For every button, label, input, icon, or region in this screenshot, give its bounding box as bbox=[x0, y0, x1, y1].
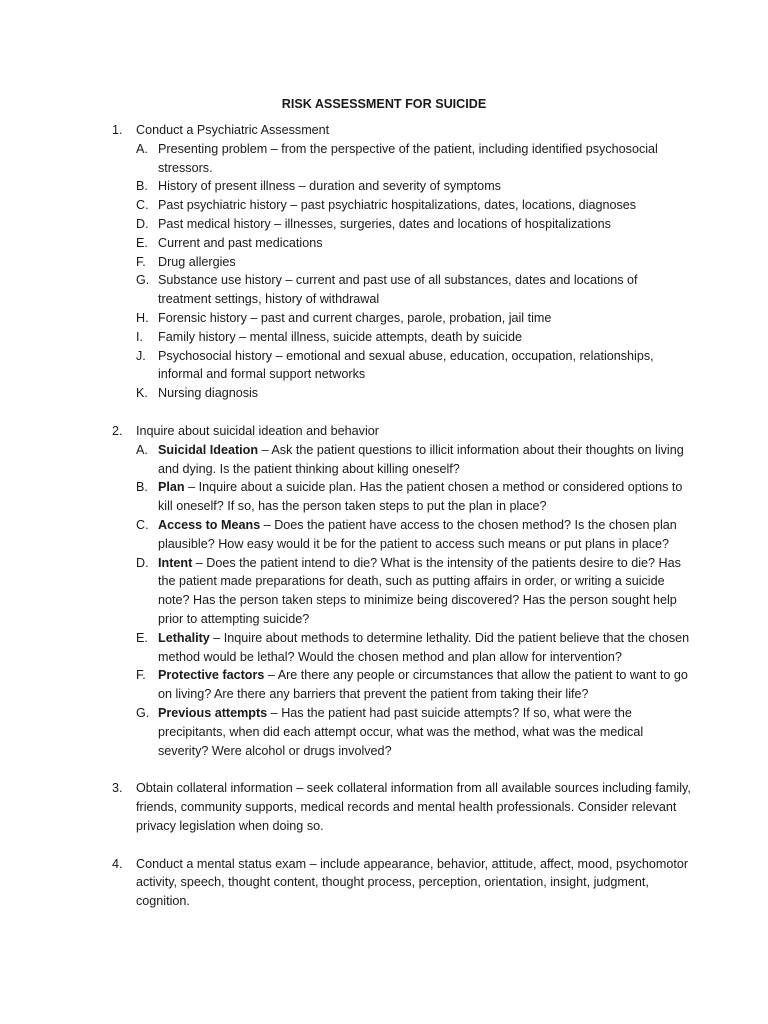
item-letter: F. bbox=[136, 254, 146, 269]
item-text: – Inquire about a suicide plan. Has the patient chosen a method or considered options to kill oneself? If so, has the person taken steps to put the plan in place? bbox=[158, 480, 683, 514]
item-text: History of present illness – duration and severity of symptoms bbox=[158, 179, 501, 194]
item-letter: K. bbox=[136, 386, 148, 401]
item-letter: J. bbox=[136, 348, 146, 363]
item-text: Past medical history – illnesses, surgeries, dates and locations of hospitalizations bbox=[158, 216, 611, 231]
item-letter: A. bbox=[136, 141, 148, 156]
list-item bbox=[136, 309, 692, 328]
item-term: Protective factors bbox=[158, 668, 265, 683]
item-term: Suicidal Ideation bbox=[158, 442, 259, 457]
section-number: 1. bbox=[112, 123, 123, 137]
section-heading: Conduct a Psychiatric Assessment bbox=[136, 123, 330, 137]
item-letter: E. bbox=[136, 235, 148, 250]
item-letter: G. bbox=[136, 273, 150, 288]
section-2 bbox=[112, 422, 692, 760]
section-heading: Conduct a mental status exam – include appearance, behavior, attitude, affect, mood, psychomotor activity, speech, thought content, thought process, perception, orientation, insight, judgment, cognition. bbox=[136, 856, 689, 909]
sub-list bbox=[136, 441, 692, 761]
item-term: Access to Means bbox=[158, 517, 261, 532]
item-text: – Inquire about methods to determine lethality. Did the patient believe that the chosen method would be lethal? Would the chosen method and plan allow for intervention? bbox=[158, 630, 690, 664]
item-text: – Ask the patient questions to illicit information about their thoughts on living and dying. Is the patient thinking about killing oneself? bbox=[158, 442, 684, 476]
section-heading: Inquire about suicidal ideation and behavior bbox=[136, 423, 379, 438]
list-item bbox=[136, 478, 692, 516]
list-item bbox=[136, 234, 692, 253]
section-number: 2. bbox=[112, 423, 123, 438]
item-letter: I. bbox=[136, 329, 143, 344]
list-item bbox=[136, 384, 692, 403]
item-text: Family history – mental illness, suicide attempts, death by suicide bbox=[158, 329, 522, 344]
item-term: Plan bbox=[158, 480, 185, 495]
list-item bbox=[136, 629, 692, 667]
document-title: RISK ASSESSMENT FOR SUICIDE bbox=[281, 97, 487, 111]
item-letter: D. bbox=[136, 555, 149, 570]
list-item bbox=[136, 253, 692, 272]
document-body bbox=[112, 121, 692, 930]
item-text: Drug allergies bbox=[158, 254, 236, 269]
item-letter: B. bbox=[136, 179, 148, 194]
section-number: 3. bbox=[112, 781, 123, 796]
section-3 bbox=[112, 779, 692, 835]
item-term: Intent bbox=[158, 555, 193, 570]
item-letter: H. bbox=[136, 310, 149, 325]
item-letter: A. bbox=[136, 442, 148, 457]
list-item bbox=[136, 140, 692, 178]
list-item bbox=[136, 215, 692, 234]
item-text: Nursing diagnosis bbox=[158, 386, 259, 401]
section-heading: Obtain collateral information – seek collateral information from all available sources including family, friends, community supports, medical records and mental health professionals. Consider relevant privacy legislation when doing so. bbox=[136, 781, 691, 833]
list-item bbox=[136, 347, 692, 385]
item-letter: C. bbox=[136, 517, 149, 532]
section-number: 4. bbox=[112, 856, 123, 871]
item-term: Lethality bbox=[158, 630, 210, 645]
list-item bbox=[136, 666, 692, 704]
item-letter: D. bbox=[136, 216, 149, 231]
list-item bbox=[136, 271, 692, 309]
item-text: – Does the patient intend to die? What is the intensity of the patients desire to die? Has the patient made preparations for death, such as putting affairs in order, or writing a suicide note? Has the person taken steps to minimize being discovered? Has the person sought help prior to attempting suicide? bbox=[158, 555, 681, 626]
item-text: – Are there any people or circumstances that allow the patient to want to go on living? Are there any barriers that prevent the patient from taking their life? bbox=[158, 668, 688, 702]
item-letter: F. bbox=[136, 668, 146, 683]
item-letter: B. bbox=[136, 480, 148, 495]
item-text: Forensic history – past and current charges, parole, probation, jail time bbox=[158, 310, 552, 325]
list-item bbox=[136, 196, 692, 215]
section-1 bbox=[112, 121, 692, 403]
item-text: – Does the patient have access to the chosen method? Is the chosen plan plausible? How easy would it be for the patient to access such means or put plans in place? bbox=[158, 517, 677, 551]
list-item bbox=[136, 554, 692, 629]
list-item bbox=[136, 516, 692, 554]
sub-list bbox=[136, 140, 692, 403]
item-text: Past psychiatric history – past psychiatric hospitalizations, dates, locations, diagnoses bbox=[158, 198, 637, 213]
item-text: Substance use history – current and past use of all substances, dates and locations of treatment settings, history of withdrawal bbox=[158, 273, 638, 307]
list-item bbox=[136, 441, 692, 479]
item-text: Psychosocial history – emotional and sexual abuse, education, occupation, relationships, informal and formal support networks bbox=[158, 348, 654, 382]
item-letter: G. bbox=[136, 705, 150, 720]
item-term: Previous attempts bbox=[158, 705, 268, 720]
item-letter: E. bbox=[136, 630, 148, 645]
list-item bbox=[136, 177, 692, 196]
section-4 bbox=[112, 855, 692, 911]
list-item bbox=[136, 328, 692, 347]
item-letter: C. bbox=[136, 198, 149, 213]
list-item bbox=[136, 704, 692, 760]
item-text: – Has the patient had past suicide attempts? If so, what were the precipitants, when did each attempt occur, what was the method, what was the medical severity? Were alcohol or drugs involved? bbox=[158, 705, 644, 758]
item-text: Current and past medications bbox=[158, 235, 323, 250]
item-text: Presenting problem – from the perspective of the patient, including identified psychosocial stressors. bbox=[158, 141, 658, 175]
